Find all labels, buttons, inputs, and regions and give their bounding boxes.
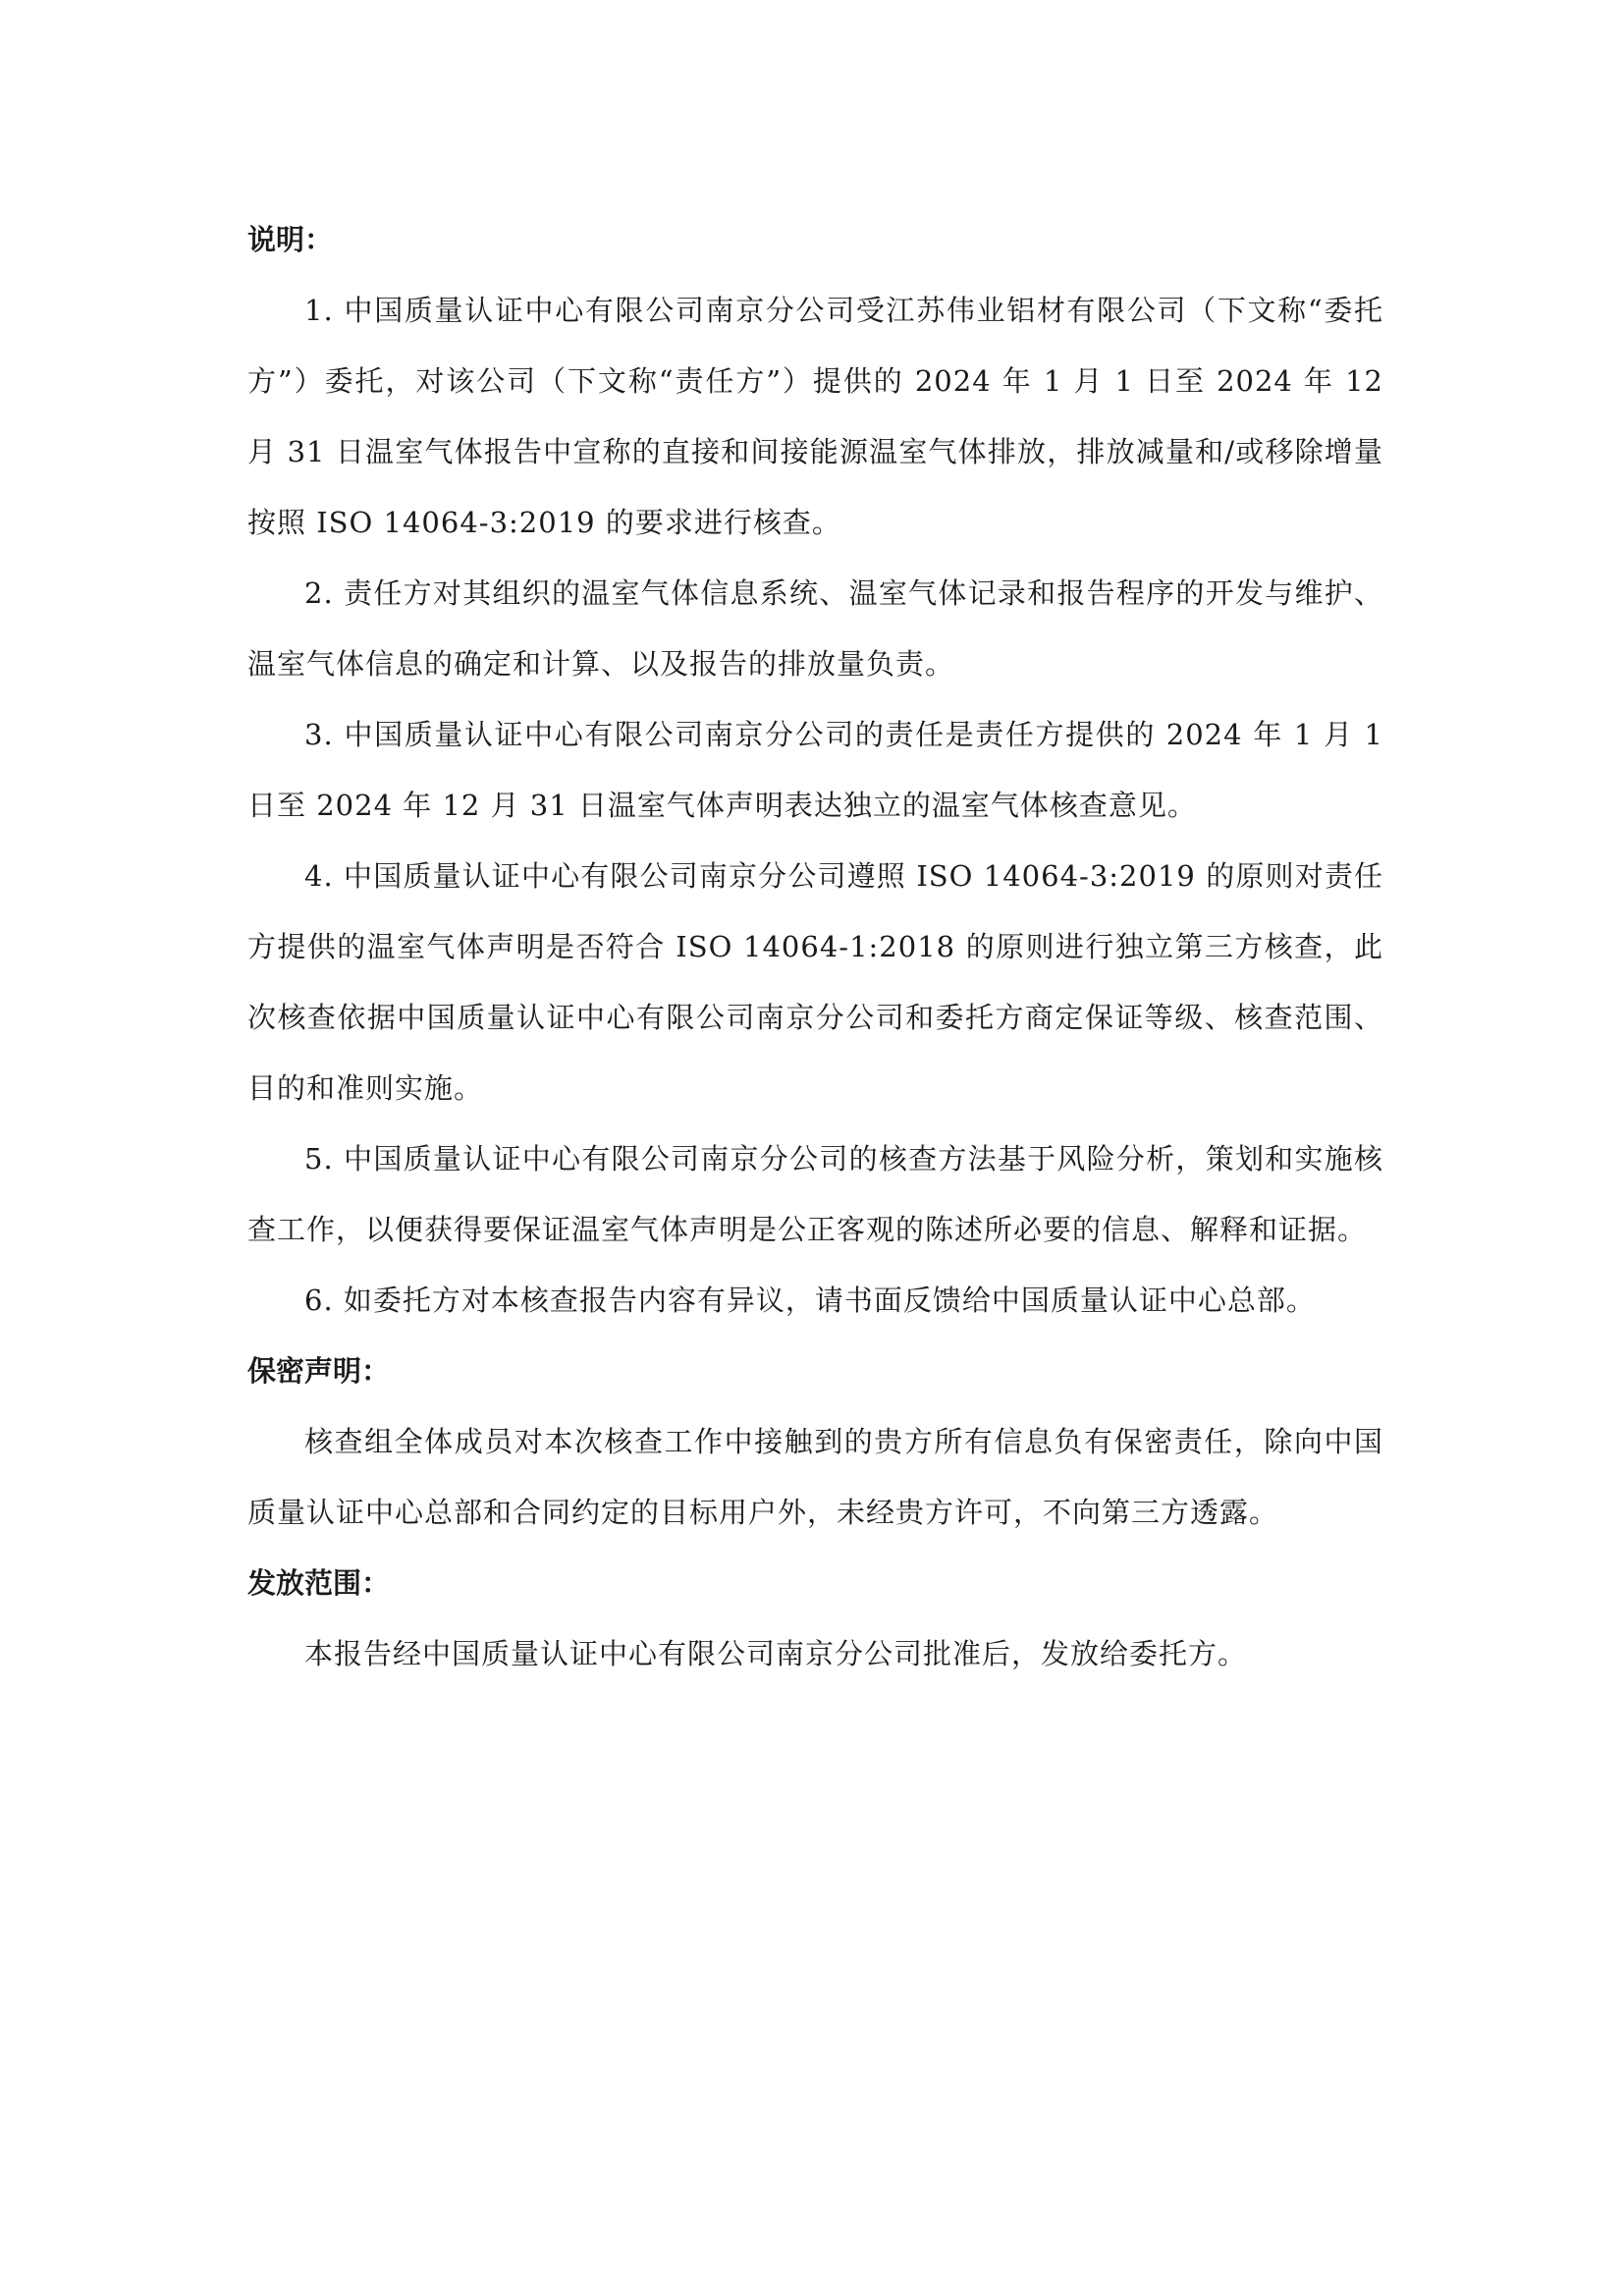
distribution-heading: 发放范围： [247,1566,391,1600]
distribution-text: 本报告经中国质量认证中心有限公司南京分公司批准后，发放给委托方。 [304,1637,1248,1670]
note-item-2: 2. 责任方对其组织的温室气体信息系统、温室气体记录和报告程序的开发与维护、温室气体信息的确定和计算、以及报告的排放量负责。 [247,576,1383,681]
note-item-1: 1. 中国质量认证中心有限公司南京分公司受江苏伟业铝材有限公司（下文称“委托方”）委托，对该公司（下文称“责任方”）提供的 2024 年 1 月 1 日至 2024 年 12 月 31 日温室气体报告中宣称的直接和间接能源温室气体排放，排放减量和/或移除增量按照 ISO 14064-3:2019 的要求进行核查。 [247,294,1383,539]
confidentiality-heading: 保密声明： [247,1354,391,1388]
note-item-4: 4. 中国质量认证中心有限公司南京分公司遵照 ISO 14064-3:2019 的原则对责任方提供的温室气体声明是否符合 ISO 14064-1:2018 的原则进行独立第三方核查，此次核查依据中国质量认证中心有限公司南京分公司和委托方商定保证等级、核查范围、目的和准则实施。 [247,859,1383,1105]
notes-heading: 说明： [247,223,334,256]
note-item-5: 5. 中国质量认证中心有限公司南京分公司的核查方法基于风险分析，策划和实施核查工作，以便获得要保证温室气体声明是公正客观的陈述所必要的信息、解释和证据。 [247,1142,1383,1246]
confidentiality-text: 核查组全体成员对本次核查工作中接触到的贵方所有信息负有保密责任，除向中国质量认证中心总部和合同约定的目标用户外，未经贵方许可，不向第三方透露。 [247,1425,1383,1529]
note-item-6: 6. 如委托方对本核查报告内容有异议，请书面反馈给中国质量认证中心总部。 [304,1284,1316,1317]
note-item-3: 3. 中国质量认证中心有限公司南京分公司的责任是责任方提供的 2024 年 1 月 1 日至 2024 年 12 月 31 日温室气体声明表达独立的温室气体核查意见。 [247,718,1383,822]
